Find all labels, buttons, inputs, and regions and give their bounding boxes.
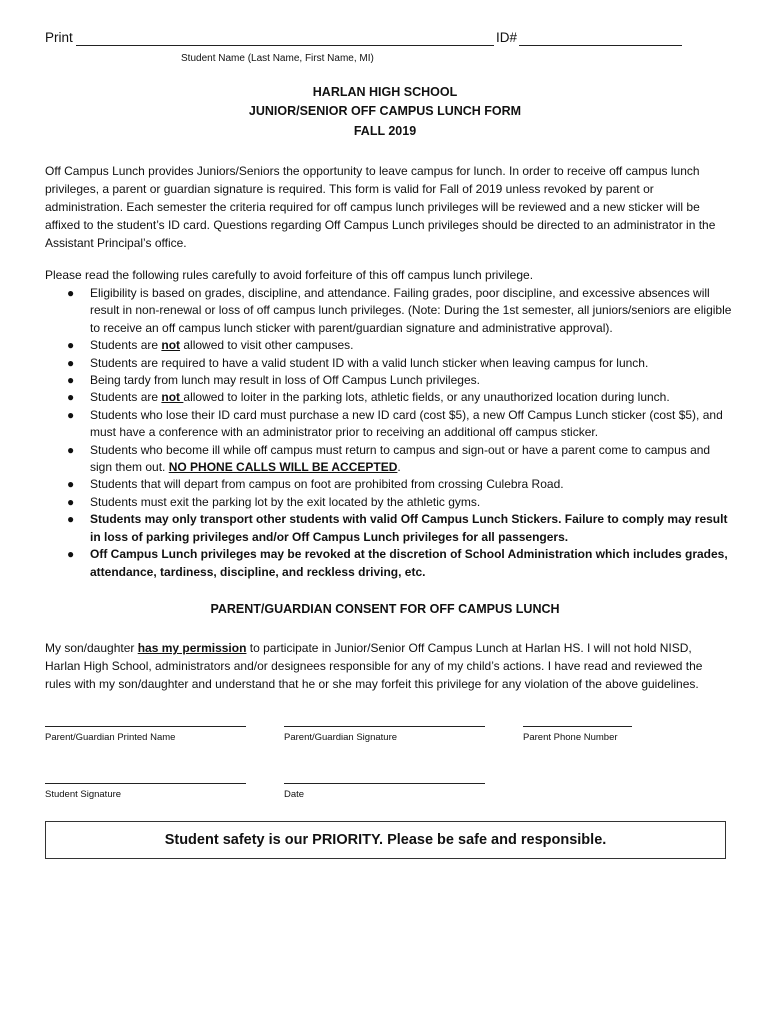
term-title: FALL 2019 xyxy=(353,124,417,138)
rules-intro: Please read the following rules carefully to avoid forfeiture of this off campus lunch privilege. xyxy=(45,268,534,282)
student-name-caption: Student Name (Last Name, First Name, MI) xyxy=(181,53,374,64)
list-item: ● Students that will depart from campus on foot are prohibited from crossing Culebra Road. xyxy=(45,476,735,493)
bullet-icon: ● xyxy=(67,286,75,300)
bullet-icon: ● xyxy=(67,442,75,457)
bullet-icon: ● xyxy=(67,407,75,422)
school-title: HARLAN HIGH SCHOOL xyxy=(312,85,458,99)
bullet-icon: ● xyxy=(67,355,75,370)
consent-paragraph: My son/daughter has my permission to participate in Junior/Senior Off Campus Lunch at Harlan HS. I will not hold NISD, Harlan High School, administrators and/or designees responsible for any of my child’s actions. I have read and reviewed the rules with my son/daughter and understand that he or she may forfeit this privilege for any violation of the above guidelines. xyxy=(45,641,703,691)
list-item: ● Students are not allowed to visit other campuses. xyxy=(45,337,735,354)
consent-heading: PARENT/GUARDIAN CONSENT FOR OFF CAMPUS LUNCH xyxy=(210,602,560,616)
list-item: ● Students who lose their ID card must purchase a new ID card (cost $5), a new Off Campus Lunch sticker (cost $5), and must have a conference with an administrator prior to receiving an additional off campus sticker. xyxy=(67,407,723,440)
parent-signature-caption: Parent/Guardian Signature xyxy=(284,732,398,743)
student-name-field[interactable] xyxy=(76,45,494,46)
parent-phone-caption: Parent Phone Number xyxy=(523,732,618,743)
date-caption: Date xyxy=(284,789,305,800)
bullet-icon: ● xyxy=(67,477,75,492)
list-item: ● Off Campus Lunch privileges may be revoked at the discretion of School Administration which includes grades, attendance, tardiness, discipline, and reckless driving, etc. xyxy=(67,547,728,579)
id-label: ID# xyxy=(496,30,518,45)
bullet-icon: ● xyxy=(67,390,75,405)
student-id-field[interactable] xyxy=(519,45,682,46)
safety-notice-text: Student safety is our PRIORITY. Please be safe and responsible. xyxy=(164,832,607,848)
print-label: Print xyxy=(45,30,73,45)
parent-phone-field[interactable] xyxy=(523,726,632,727)
rules-list xyxy=(45,285,735,581)
intro-paragraph: Off Campus Lunch provides Juniors/Seniors the opportunity to leave campus for lunch. In order to receive off campus lunch privileges, a parent or guardian signature is required. This form is valid for Fall of 2019 unless revoked by parent or administration. Each semester the criteria required for off campus lunch privileges will be reviewed and a new sticker will be affixed to the student’s ID card. Questions regarding Off Campus Lunch privileges should be directed to an administrator in the Assistant Principal’s office. xyxy=(45,164,716,250)
bullet-icon: ● xyxy=(67,373,75,388)
parent-name-caption: Parent/Guardian Printed Name xyxy=(45,732,176,743)
list-item: ● Eligibility is based on grades, discipline, and attendance. Failing grades, poor discipline, and excessive absences will result in non-renewal or loss of off campus lunch privileges. (Note: During the 1st semester, all juniors/seniors are eligible to receive an off campus lunch sticker with parent/guardian signature and administrative approval). xyxy=(67,286,732,335)
list-item: ● Students are required to have a valid student ID with a valid lunch sticker when leaving campus for lunch. xyxy=(45,355,735,372)
bullet-icon: ● xyxy=(67,494,75,509)
student-signature-field[interactable] xyxy=(45,783,246,784)
student-signature-caption: Student Signature xyxy=(45,789,122,800)
bullet-icon: ● xyxy=(67,512,75,527)
list-item: ● Being tardy from lunch may result in loss of Off Campus Lunch privileges. xyxy=(45,372,735,389)
bullet-icon: ● xyxy=(67,547,75,562)
list-item: ● Students who become ill while off campus must return to campus and sign-out or have a parent come to campus and sign them out. NO PHONE CALLS WILL BE ACCEPTED. xyxy=(67,442,711,475)
list-item: ● Students must exit the parking lot by the exit located by the athletic gyms. xyxy=(45,494,735,511)
form-title: JUNIOR/SENIOR OFF CAMPUS LUNCH FORM xyxy=(248,104,522,118)
list-item: ● Students may only transport other students with valid Off Campus Lunch Stickers. Failure to comply may result in loss of parking privileges and/or Off Campus Lunch privileges for all passengers. xyxy=(67,512,728,544)
parent-name-field[interactable] xyxy=(45,726,246,727)
bullet-icon: ● xyxy=(67,338,75,353)
list-item: ● Students are not allowed to loiter in the parking lots, athletic fields, or any unauthorized location during lunch. xyxy=(45,389,735,406)
parent-signature-field[interactable] xyxy=(284,726,485,727)
date-field[interactable] xyxy=(284,783,485,784)
safety-notice xyxy=(45,821,726,859)
